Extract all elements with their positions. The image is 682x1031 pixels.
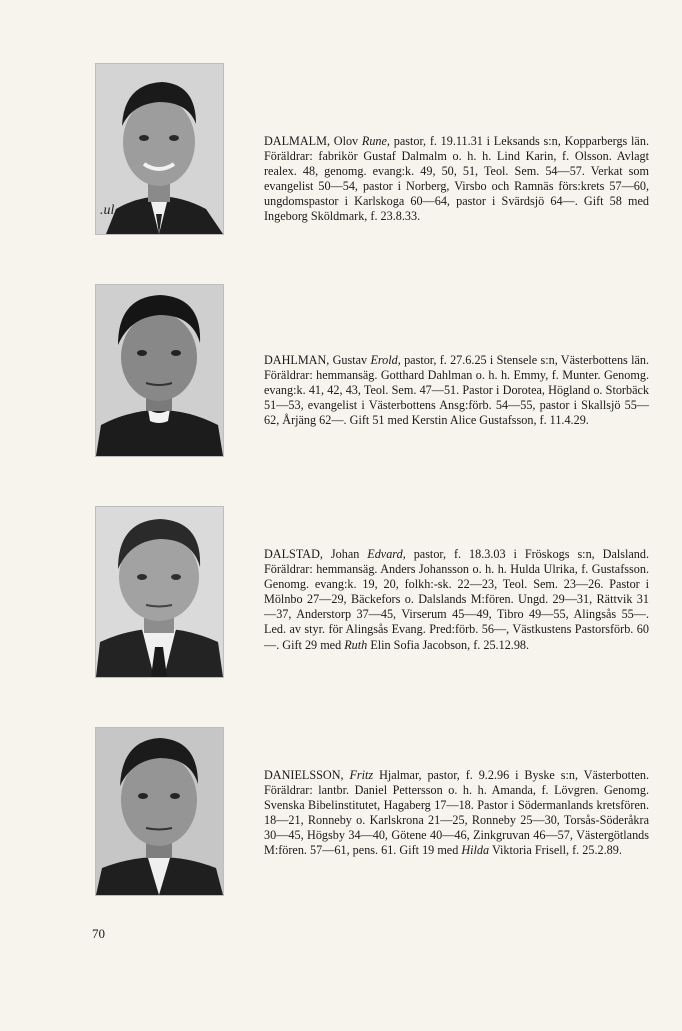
entry-called-name: Rune, — [361, 134, 390, 148]
portrait-dahlman — [95, 284, 224, 457]
entry-given-name: Gustav — [332, 353, 368, 367]
entry-spouse-called-name: Hilda — [461, 843, 490, 858]
svg-text:.ul: .ul — [100, 203, 115, 218]
entry-surname: DALMALM, — [264, 134, 331, 148]
entry-spouse-text: Elin Sofia Jacobson, f. 25.12.98. — [370, 637, 530, 652]
biography-entry — [264, 547, 649, 653]
biography-entry — [264, 353, 649, 428]
entry-surname: DALSTAD, — [264, 547, 323, 561]
entry-called-name: Fritz — [349, 768, 374, 782]
page-number: 70 — [92, 926, 105, 941]
entry-text: pastor, f. 18.3.03 i Fröskogs s:n, Dalsland. Föräldrar: hemmansäg. Anders Johansson o. h. h. Hulda Ulrika, f. Gustafsson. Genomg. evang:k. 19, 20, folkh:-sk. 22—23, Teol. Sem. 23—26. Pastor i Mölnbo 27—29, Bäckefors o. Dalslands M:fören. Ungd. 29—31, Rättvik 31—37, Anderstorp 37—45, Virserum 45—49, Tibro 49—55, Alingsås 55—. Led. av styr. för Alingsås Evang. Pred:förb. 56—, Västkustens Pastorsförb. 60—. Gift 29 med — [264, 547, 650, 652]
entry-given-name: Olov — [333, 134, 359, 148]
entry-spouse-text: Viktoria Frisell, f. 25.2.89. — [491, 843, 622, 858]
portrait-dalstad — [95, 506, 224, 678]
entry-text: pastor, f. 27.6.25 i Stensele s:n, Västerbottens län. Föräldrar: hemmansäg. Gotthard Dahlman o. h. h. Emmy, f. Munter. Genomg. evang:k. 41, 42, 43, Teol. Sem. 47—51. Pastor i Dorotea, Högland o. Storbäck 51—53, evangelist i Västerbottens Ansg:förb. 54—55, pastor i Skallsjö 55—62, Årjäng 62—. Gift 51 med Kerstin Alice Gustafsson, f. 11.4.29. — [264, 353, 650, 428]
biography-entry — [264, 768, 649, 859]
portrait-dalmalm — [95, 63, 224, 235]
entry-given-name: Johan — [330, 547, 360, 561]
entry-called-name: Erold, — [370, 353, 401, 367]
entry-surname: DAHLMAN, — [264, 353, 330, 367]
biography-entry — [264, 134, 649, 225]
entry-text: Hjalmar, pastor, f. 9.2.96 i Byske s:n, Västerbotten. Föräldrar: lantbr. Daniel Pettersson o. h. h. Amanda, f. Lövgren. Genomg. Svenska Bibelinstitutet, Hagaberg 17—18. Pastor i Södermanlands kretsfören. 18—21, Ronneby o. Karlskrona 21—25, Ronneby 25—30, Torsås-Söderåkra 30—45, Högsby 34—40, Götene 40—46, Zinkgruvan 46—57, Västergötlands M:fören. 57—61, pens. 61. Gift 19 med — [264, 768, 650, 858]
entry-surname: DANIELSSON, — [264, 768, 344, 782]
entry-called-name: Edvard, — [367, 547, 406, 561]
entry-text: pastor, f. 19.11.31 i Leksands s:n, Kopparbergs län. Föräldrar: fabrikör Gustaf Dalmalm o. h. h. Lind Karin, f. Olsson. Avlagt realex. 48, genomg. evang:k. 49, 50, 51, Teol. Sem. 54—57. Verkat som evangelist 50—54, pastor i Norberg, Virsbo och Ramnäs förs:krets 57—60, ungdomspastor i Karlskoga 60—64, pastor i Svärdsjö 64—. Gift 58 med Ingeborg Sköldmark, f. 23.8.33. — [264, 134, 649, 224]
entry-spouse-called-name: Ruth — [344, 637, 368, 652]
portrait-danielsson — [95, 727, 224, 896]
